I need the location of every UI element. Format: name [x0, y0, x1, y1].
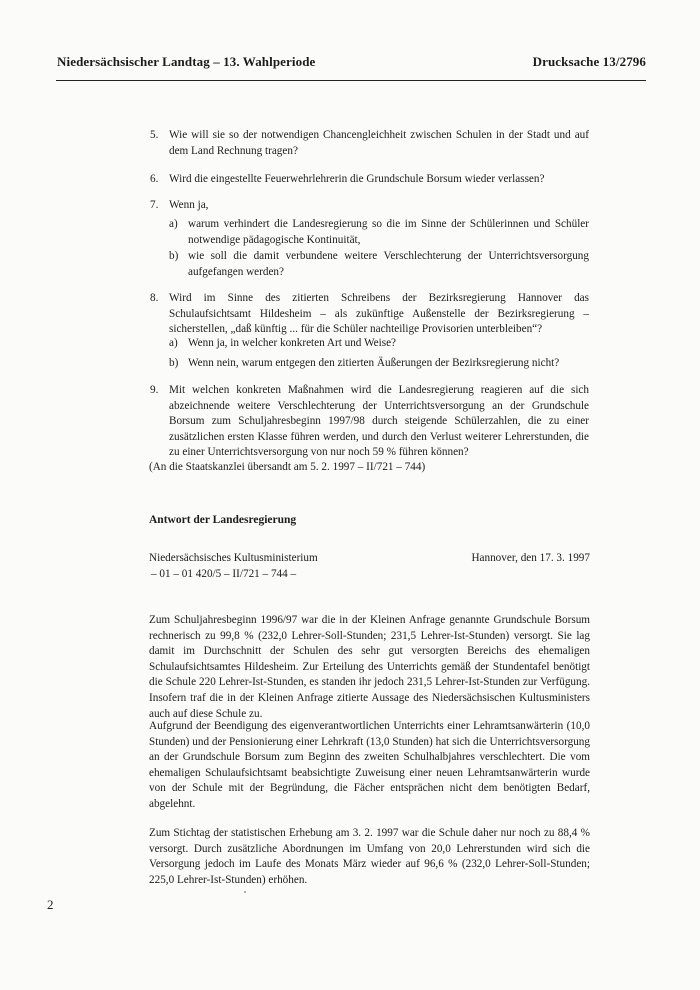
- answer-paragraph: Zum Schuljahresbeginn 1996/97 war die in der Kleinen Anfrage genannte Grundschule Borsum rechnerisch zu 99,8 % (232,0 Lehrer-Soll-Stunden; 231,5 Lehrer-Ist-Stunden) versorgt. Sie lag damit im Durchschnitt der Schulen des sehr gut versorgten Bereichs des ehemaligen Schulaufsichtsamtes Hildesheim. Zur Erteilung des Unterrichts gemäß der Stundentafel benötigt die Schule 220 Lehrer-Ist-Stunden, es standen ihr jedoch 231,5 Lehrer-Ist-Stunden zur Verfügung. Insofern traf die in der Kleinen Anfrage zitierte Aussage des Niedersächsischen Kultusministers auch auf diese Schule zu.: [149, 614, 590, 720]
- sub-question-text: warum verhindert die Landesregierung so die im Sinne der Schülerinnen und Schüler notwendige pädagogische Kontinuität,: [188, 218, 589, 246]
- reference-number: – 01 – 01 420/5 – II/721 – 744 –: [151, 568, 297, 580]
- question-number: 6.: [150, 173, 159, 185]
- ministry-name: Niedersächsisches Kultusministerium: [149, 552, 318, 564]
- sub-question-label: a): [169, 337, 178, 349]
- question-number: 9.: [150, 384, 159, 396]
- question-text: Wenn ja,: [169, 199, 209, 211]
- sub-question-label: a): [169, 218, 178, 230]
- header-rule: [56, 80, 646, 81]
- sub-question-text: wie soll die damit verbundene weitere Verschlechterung der Unterrichtsversorgung aufgefangen werden?: [188, 250, 589, 278]
- document-number: Drucksache 13/2796: [532, 54, 646, 69]
- answer-paragraph: Zum Stichtag der statistischen Erhebung am 3. 2. 1997 war die Schule daher nur noch zu 88,4 % versorgt. Durch zusätzliche Abordnungen im Umfang von 20,0 Lehrerstunden wird sich die Versorgung jedoch im Laufe des Monats März wieder auf 96,6 % (232,0 Lehrer-Soll-Stunden; 225,0 Lehrer-Ist-Stunden) erhöhen.: [149, 827, 590, 886]
- answer-heading: Antwort der Landesregierung: [149, 514, 297, 526]
- question-text: Wird im Sinne des zitierten Schreibens der Bezirksregierung Hannover das Schulaufsichtsamt Hildesheim – als zukünftige Außenstelle der Bezirksregierung – sicherstellen, „daß künftig ... für die Schüler nachteilige Provisorien unterbleiben“?: [169, 292, 589, 336]
- place-date: Hannover, den 17. 3. 1997: [471, 552, 590, 564]
- question-text: Wie will sie so der notwendigen Chancengleichheit zwischen Schulen in der Stadt und auf dem Land Rechnung tragen?: [169, 129, 589, 157]
- sub-question-text: Wenn ja, in welcher konkreten Art und Weise?: [188, 337, 396, 349]
- scan-speck: [244, 891, 246, 893]
- question-text: Mit welchen konkreten Maßnahmen wird die Landesregierung reagieren auf die sich abzeichnende weitere Verschlechterung der Unterrichtsversorgung an der Grundschule Borsum zum Schuljahresbeginn 1997/98 durch steigende Schülerzahlen, die zu einer zusätzlichen ersten Klasse führen werden, und durch den Verlust weiterer Lehrerstunden, die zu einer Unterrichtsversorgung von nur noch 59 % führen können?: [169, 384, 589, 459]
- question-number: 8.: [150, 292, 159, 304]
- question-number: 7.: [150, 199, 159, 211]
- sub-question-label: b): [169, 250, 179, 262]
- question-text: Wird die eingestellte Feuerwehrlehrerin die Grundschule Borsum wieder verlassen?: [169, 173, 545, 185]
- sub-question-text: Wenn nein, warum entgegen den zitierten Äußerungen der Bezirksregierung nicht?: [188, 357, 560, 369]
- transmittal-note: (An die Staatskanzlei übersandt am 5. 2. 1997 – II/721 – 744): [149, 461, 426, 473]
- header-title: Niedersächsischer Landtag – 13. Wahlperiode: [57, 54, 316, 69]
- page-number: 2: [47, 897, 54, 912]
- answer-paragraph: Aufgrund der Beendigung des eigenverantwortlichen Unterrichts einer Lehramtsanwärterin (10,0 Stunden) und der Pensionierung einer Lehrkraft (13,0 Stunden) hat sich die Unterrichtsversorgung an der Grundschule Borsum zum Beginn des zweiten Schulhalbjahres verschlechtert. Die vom ehemaligen Schulaufsichtsamt beabsichtigte Zuweisung einer neuen Lehramtsanwärterin wurde von der Schule mit der Begründung, die Fächer entsprächen nicht dem benötigten Bedarf, abgelehnt.: [149, 720, 590, 810]
- sub-question-label: b): [169, 357, 179, 369]
- question-number: 5.: [150, 129, 159, 141]
